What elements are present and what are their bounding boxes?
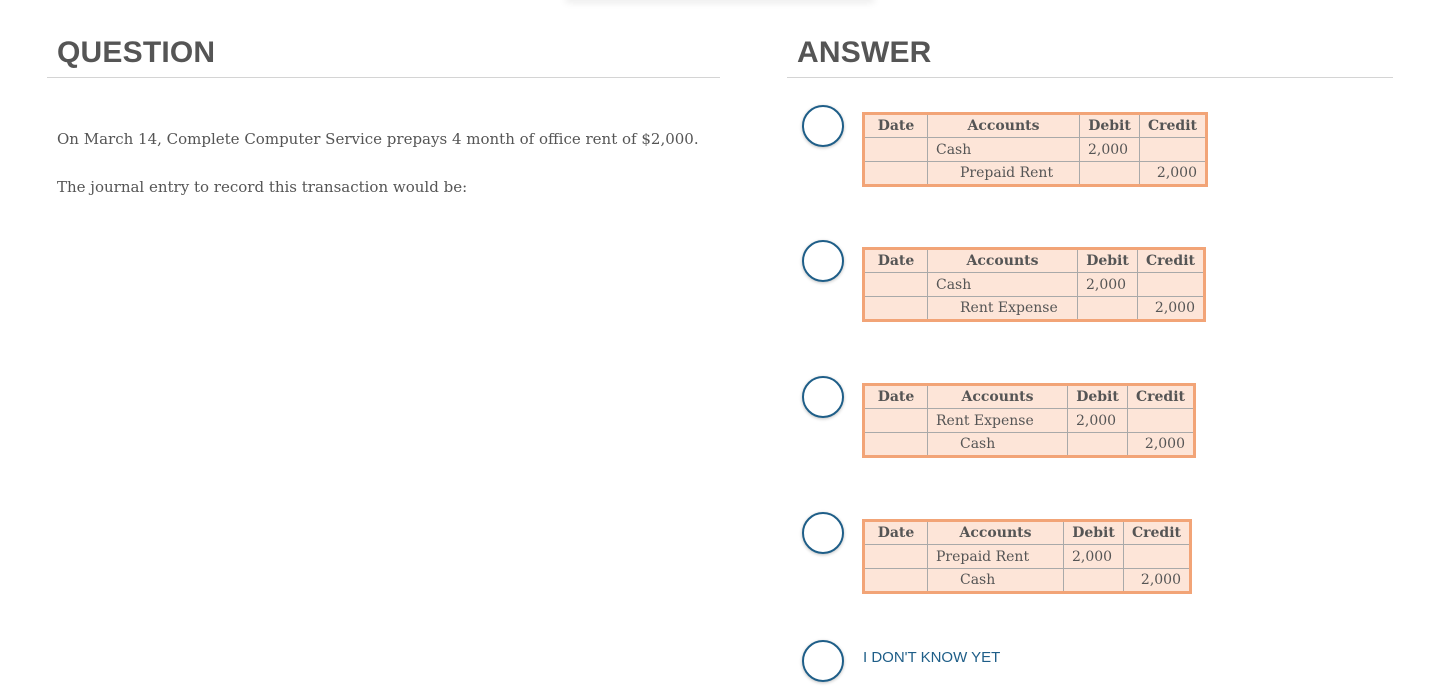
table-header-row [864,521,1191,545]
table-header-row [864,249,1205,273]
date-header: Date [864,114,928,138]
date-header: Date [864,249,928,273]
question-heading: QUESTION [57,36,216,69]
date-cell [864,433,928,457]
question-text: On March 14, Complete Computer Service prepays 4 month of office rent of $2,000. [57,130,699,148]
accounts-header: Accounts [928,521,1064,545]
date-cell [864,273,928,297]
credit-amount-cell [1128,409,1195,433]
credit-account-cell: Prepaid Rent [928,162,1080,186]
option-3-radio[interactable] [802,376,844,418]
date-cell [864,569,928,593]
idk-radio[interactable] [802,640,844,682]
credit-account-cell: Cash [928,569,1064,593]
debit-header: Debit [1068,385,1128,409]
option-1-radio[interactable] [802,105,844,147]
accounts-header: Accounts [928,114,1080,138]
option-3-journal-table[interactable] [862,383,1196,458]
debit-header: Debit [1064,521,1124,545]
credit-amount-cell: 2,000 [1128,433,1195,457]
date-cell [864,545,928,569]
debit-amount-cell: 2,000 [1078,273,1138,297]
credit-header: Credit [1124,521,1191,545]
credit-header: Credit [1138,249,1205,273]
date-header: Date [864,385,928,409]
credit-amount-cell: 2,000 [1124,569,1191,593]
table-row [864,409,1195,433]
credit-amount-cell [1140,138,1207,162]
debit-account-cell: Cash [928,138,1080,162]
option-2-radio[interactable] [802,240,844,282]
debit-account-cell: Rent Expense [928,409,1068,433]
debit-amount-cell [1078,297,1138,321]
table-header-row [864,385,1195,409]
debit-amount-cell [1068,433,1128,457]
debit-account-cell: Prepaid Rent [928,545,1064,569]
table-row [864,545,1191,569]
date-cell [864,162,928,186]
table-row [864,297,1205,321]
date-header: Date [864,521,928,545]
debit-amount-cell [1080,162,1140,186]
debit-amount-cell: 2,000 [1068,409,1128,433]
credit-amount-cell [1138,273,1205,297]
option-4-radio[interactable] [802,512,844,554]
debit-amount-cell: 2,000 [1064,545,1124,569]
credit-header: Credit [1128,385,1195,409]
credit-amount-cell: 2,000 [1140,162,1207,186]
debit-header: Debit [1078,249,1138,273]
debit-header: Debit [1080,114,1140,138]
question-prompt: The journal entry to record this transaction would be: [57,178,468,196]
credit-account-cell: Cash [928,433,1068,457]
option-2-journal-table[interactable] [862,247,1206,322]
table-row [864,138,1207,162]
table-row [864,162,1207,186]
accounts-header: Accounts [928,249,1078,273]
credit-amount-cell: 2,000 [1138,297,1205,321]
question-header [47,30,720,78]
answer-header [787,30,1393,78]
debit-amount-cell [1064,569,1124,593]
date-cell [864,409,928,433]
answer-heading: ANSWER [797,36,932,69]
date-cell [864,138,928,162]
option-1-journal-table[interactable] [862,112,1208,187]
table-row [864,569,1191,593]
accounts-header: Accounts [928,385,1068,409]
idk-label[interactable]: I DON'T KNOW YET [863,649,1001,666]
credit-amount-cell [1124,545,1191,569]
table-header-row [864,114,1207,138]
credit-account-cell: Rent Expense [928,297,1078,321]
table-row [864,433,1195,457]
option-4-journal-table[interactable] [862,519,1192,594]
date-cell [864,297,928,321]
table-row [864,273,1205,297]
credit-header: Credit [1140,114,1207,138]
debit-account-cell: Cash [928,273,1078,297]
debit-amount-cell: 2,000 [1080,138,1140,162]
